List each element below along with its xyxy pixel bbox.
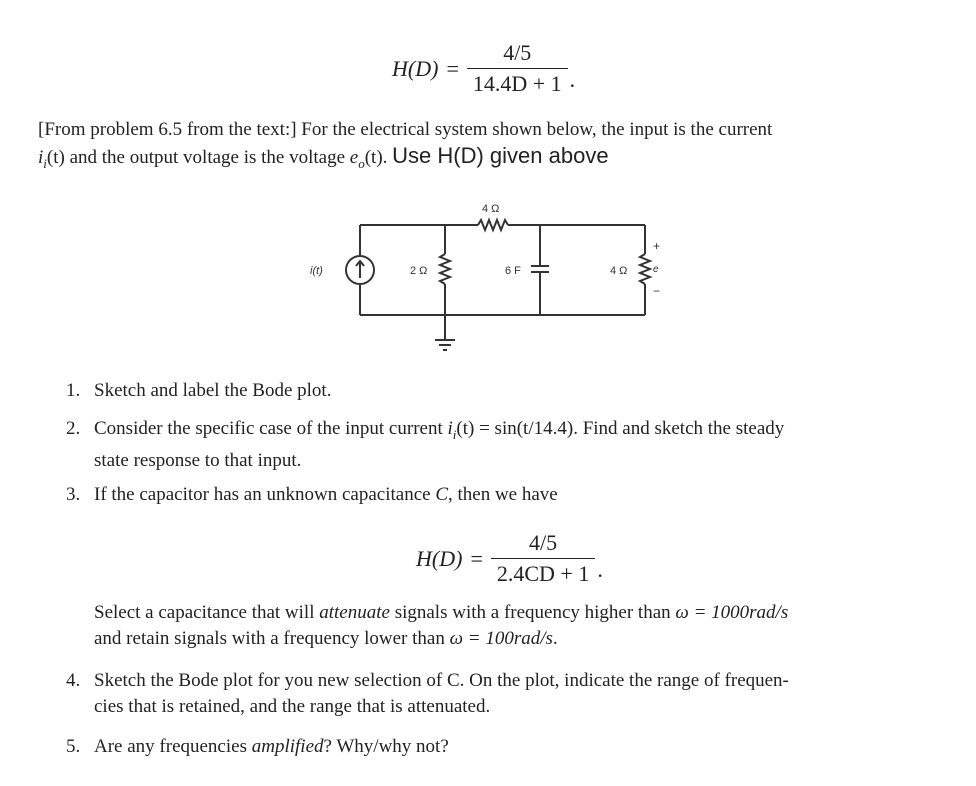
item-text-line2: cies that is retained, and the range that is attenuated. (94, 696, 491, 717)
followup-omega-high: ω = 1000rad/s (675, 602, 789, 623)
equation-period: . (569, 67, 576, 92)
fraction-numerator: 4/5 (503, 40, 532, 65)
item-text-line1: Sketch the Bode plot for you new selection of C. On the plot, indicate the range of frequen- (94, 670, 789, 691)
input-current-symbol: i (447, 418, 453, 439)
output-arg: (t) (364, 147, 383, 168)
list-item-4 (66, 668, 946, 720)
transfer-function-equation (392, 40, 575, 97)
intro-added-note: Use H(D) given above (392, 143, 609, 168)
output-subscript: o (358, 155, 365, 171)
input-symbol: i (38, 147, 44, 168)
equals-sign: = (446, 55, 459, 81)
item-text-pre: Consider the specific case of the input current (94, 418, 448, 439)
item-text-pre: Are any frequencies (94, 736, 252, 757)
r1-resistor-symbol (440, 254, 450, 284)
capacitance-symbol: C (435, 484, 448, 505)
input-arg: (t) (46, 147, 65, 168)
fraction-numerator: 4/5 (529, 530, 558, 555)
item-number: 1. (66, 380, 81, 401)
transfer-function-equation-2 (416, 530, 603, 587)
equation-lhs: H(D) (392, 55, 439, 81)
problem-intro (38, 117, 948, 177)
item-text-post: ? Why/why not? (323, 736, 449, 757)
intro-text-3: . (382, 147, 393, 168)
item-number: 3. (66, 484, 81, 505)
item-text-post: , then we have (448, 484, 558, 505)
list-item-5 (66, 734, 946, 760)
series-resistor-symbol (478, 220, 508, 230)
equals-sign: = (470, 545, 483, 571)
followup-omega-low: ω = 100rad/s (449, 628, 553, 649)
item-number: 2. (66, 418, 81, 439)
equation-lhs: H(D) (416, 545, 463, 571)
fraction-denominator: 14.4D + 1 (467, 68, 568, 97)
followup-pre: Select a capacitance that will (94, 602, 320, 623)
fraction (467, 40, 568, 97)
intro-text-2: and the output voltage is the voltage (64, 147, 350, 168)
circuit-diagram (300, 190, 680, 370)
source-label: i(t) (310, 265, 323, 277)
followup-line2-post: . (552, 628, 558, 649)
item-3-followup (94, 600, 954, 652)
r-out-resistor-symbol (640, 254, 650, 284)
item-number: 4. (66, 670, 81, 691)
input-subscript: i (43, 155, 47, 171)
followup-attenuate: attenuate (319, 602, 390, 623)
item-number: 5. (66, 736, 81, 757)
item-text-line2: state response to that input. (94, 449, 302, 471)
capacitor-label: 6 F (505, 265, 521, 277)
input-current-subscript: i (452, 426, 457, 442)
output-symbol: e (349, 147, 359, 168)
output-voltage-label: e (653, 264, 659, 275)
followup-line2-pre: and retain signals with a frequency lower than (94, 628, 450, 649)
list-item-1 (66, 378, 946, 404)
minus-sign: − (653, 284, 661, 298)
input-current-expression: (t) = sin(t/14.4) (456, 418, 574, 439)
list-item-2 (66, 416, 946, 471)
item-text-post: . Find and sketch the steady (573, 418, 785, 439)
r1-label: 2 Ω (410, 265, 428, 277)
list-item-3 (66, 482, 946, 508)
r-out-label: 4 Ω (610, 265, 628, 277)
plus-sign: + (653, 239, 661, 253)
intro-text-1: [From problem 6.5 from the text:] For the electrical system shown below, the input is the current (38, 119, 773, 140)
followup-mid: signals with a frequency higher than (389, 602, 676, 623)
series-resistor-label: 4 Ω (482, 203, 500, 215)
fraction-denominator: 2.4CD + 1 (491, 558, 595, 587)
fraction (491, 530, 595, 587)
item-text-pre: If the capacitor has an unknown capacitance (94, 484, 436, 505)
equation-period: . (597, 557, 603, 582)
item-text-emphasis: amplified (251, 736, 324, 757)
item-text: Sketch and label the Bode plot. (94, 380, 332, 401)
